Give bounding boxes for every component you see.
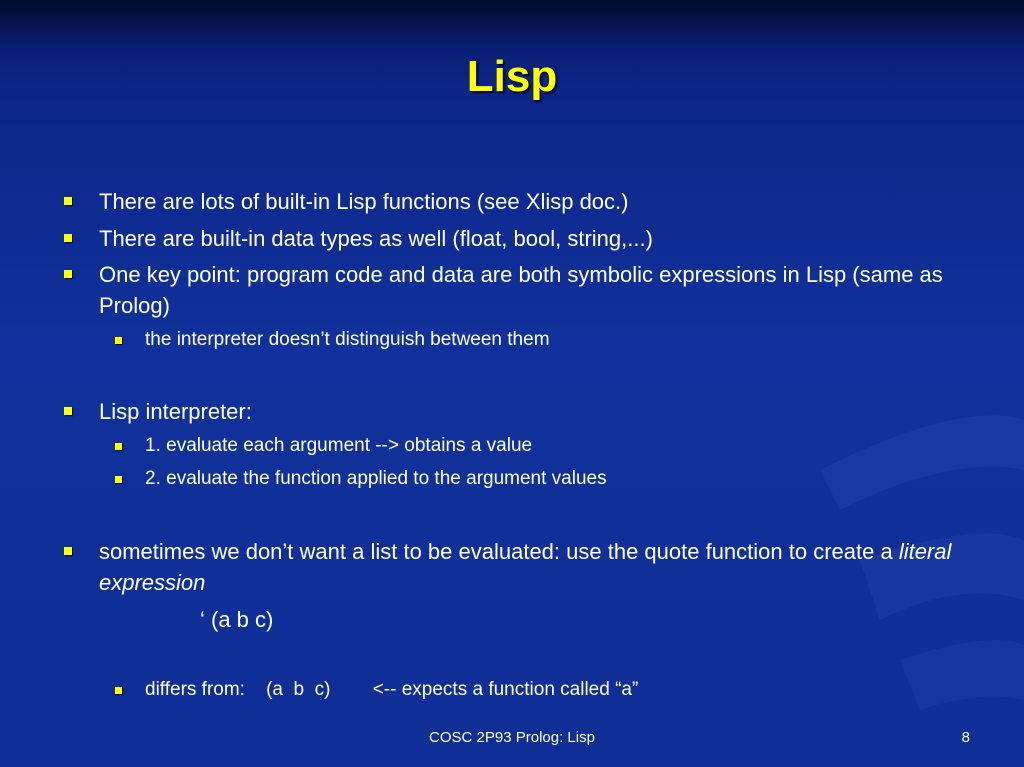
bullet-text-plain: sometimes we don’t want a list to be evaluated: use the quote function to create a [99,539,899,564]
bullet-text: There are lots of built-in Lisp functions (see Xlisp doc.) [99,189,629,214]
square-bullet-icon [115,443,122,450]
slide-title: Lisp [466,52,558,101]
square-bullet-icon [64,547,72,555]
sub-bullet-text: 1. evaluate each argument --> obtains a value [145,435,533,456]
bullet-text: Lisp interpreter: [99,399,252,424]
square-bullet-icon [64,407,72,415]
square-bullet-icon [115,476,122,483]
sub-bullet-text: differs from: (a b c) <-- expects a function called “a” [145,679,639,700]
square-bullet-icon [115,687,122,694]
page-number: 8 [961,729,970,746]
sub-bullet-text: the interpreter doesn’t distinguish between them [145,329,550,350]
bullet-text: One key point: program code and data are both symbolic expressions in Lisp (same as Prolog) [99,262,943,318]
code-example: ‘ (a b c) [200,607,274,632]
square-bullet-icon [64,270,72,278]
bullet-text [99,536,979,598]
bullet-text-italic: literal expression [99,539,952,595]
sub-bullet-text: 2. evaluate the function applied to the argument values [145,468,607,489]
square-bullet-icon [64,234,72,242]
bullet-text: There are built-in data types as well (float, bool, string,...) [99,226,653,251]
square-bullet-icon [115,337,122,344]
footer-course-label: COSC 2P93 Prolog: Lisp [429,729,595,746]
square-bullet-icon [64,197,72,205]
